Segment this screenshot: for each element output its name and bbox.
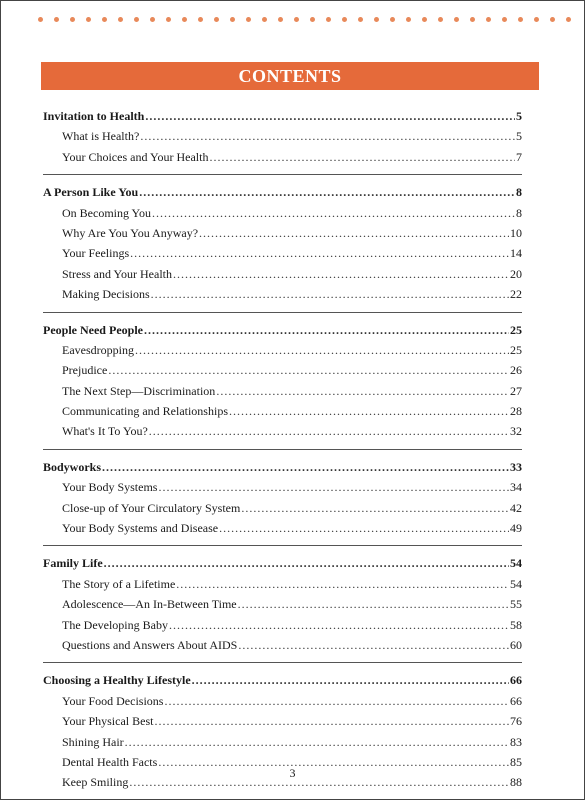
section-heading-label: Invitation to Health — [43, 109, 145, 123]
decorative-dot — [70, 17, 75, 22]
section-heading — [43, 182, 522, 202]
toc-entry-page: 10 — [510, 225, 522, 240]
decorative-dot — [406, 17, 411, 22]
toc-entry-label: Dental Health Facts — [62, 754, 158, 769]
toc-entry-label: Shining Hair — [62, 734, 124, 749]
section-heading-label: Family Life — [43, 556, 103, 571]
toc-entry — [43, 615, 522, 635]
toc-entry-page: 28 — [510, 404, 522, 419]
toc-entry-label: Why Are You You Anyway? — [62, 225, 199, 240]
decorative-dot — [134, 17, 139, 22]
section-heading — [43, 457, 522, 477]
toc-entry-page: 26 — [510, 363, 522, 378]
decorative-dot — [326, 17, 331, 22]
toc-entry-label: Communicating and Relationships — [62, 404, 228, 419]
toc-entry — [43, 711, 522, 731]
decorative-dot — [310, 17, 315, 22]
toc-entry-label: Making Decisions — [62, 287, 150, 302]
section-heading-page: 54 — [510, 556, 522, 571]
decorative-dot — [454, 17, 459, 22]
toc-entry-page: 42 — [510, 500, 522, 515]
decorative-dot — [246, 17, 251, 22]
toc-section — [43, 449, 522, 546]
toc-entry-page: 60 — [510, 637, 522, 652]
toc-entry-page: 32 — [510, 424, 522, 439]
decorative-dot — [214, 17, 219, 22]
toc-entry-label: Adolescence—An In-Between Time — [62, 597, 237, 612]
toc-entry-label: What is Health? — [62, 129, 140, 144]
toc-entry-label: The Next Step—Discrimination — [62, 383, 216, 398]
toc-section — [43, 545, 522, 662]
toc-entry-page: 66 — [510, 693, 522, 708]
toc-section — [43, 106, 522, 174]
dot-leader — [169, 615, 509, 635]
toc-entry — [43, 635, 522, 655]
page-number: 3 — [289, 766, 296, 780]
toc-entry — [43, 401, 522, 421]
toc-entry-label: Your Body Systems and Disease — [62, 521, 219, 536]
decorative-dot — [342, 17, 347, 22]
decorative-dot — [278, 17, 283, 22]
section-heading-page: 8 — [516, 185, 522, 200]
section-heading-label: Choosing a Healthy Lifestyle — [43, 673, 191, 688]
decorative-dot — [486, 17, 491, 22]
decorative-dot — [102, 17, 107, 22]
dot-leader — [192, 670, 509, 690]
toc-entry-page: 25 — [510, 342, 522, 357]
section-heading-label: People Need People — [43, 322, 143, 337]
decorative-dot — [38, 17, 43, 22]
dot-leader — [152, 203, 515, 223]
toc-entry-label: Your Feelings — [62, 246, 130, 261]
dot-leader — [229, 401, 509, 421]
decorative-dot — [438, 17, 443, 22]
decorative-dot — [294, 17, 299, 22]
toc-entry — [43, 340, 522, 360]
toc-entry — [43, 243, 522, 263]
decorative-dot — [166, 17, 171, 22]
decorative-dot — [390, 17, 395, 22]
toc-entry-page: 34 — [510, 480, 522, 495]
dot-leader — [154, 711, 509, 731]
page-title: CONTENTS — [238, 65, 342, 86]
toc-entry-page: 54 — [510, 576, 522, 591]
toc-entry — [43, 732, 522, 752]
toc-entry — [43, 421, 522, 441]
section-heading-page: 66 — [510, 673, 522, 688]
toc-entry-label: Your Physical Best — [62, 714, 154, 729]
dot-leader — [125, 732, 509, 752]
table-of-contents — [43, 106, 522, 800]
dot-leader — [173, 264, 509, 284]
section-heading — [43, 320, 522, 340]
section-heading-page: 25 — [510, 322, 522, 337]
decorative-dot — [150, 17, 155, 22]
dot-leader — [241, 498, 509, 518]
decorative-dot — [566, 17, 571, 22]
toc-entry-page: 20 — [510, 266, 522, 281]
dot-leader — [199, 223, 509, 243]
toc-entry — [43, 147, 522, 167]
toc-entry — [43, 381, 522, 401]
section-heading-page: 5 — [516, 109, 522, 123]
toc-entry — [43, 284, 522, 304]
decorative-dot — [118, 17, 123, 22]
toc-entry — [43, 126, 522, 146]
toc-entry-label: Prejudice — [62, 363, 108, 378]
toc-entry-label: Keep Smiling — [62, 775, 129, 790]
decorative-dot — [262, 17, 267, 22]
toc-entry-label: What's It To You? — [62, 424, 148, 439]
decorative-dot — [518, 17, 523, 22]
toc-entry-label: Questions and Answers About AIDS — [62, 637, 238, 652]
toc-entry-page: 7 — [516, 149, 522, 164]
toc-entry — [43, 264, 522, 284]
dot-leader — [164, 691, 509, 711]
decorative-dot — [182, 17, 187, 22]
dot-leader — [130, 243, 509, 263]
toc-entry-label: The Story of a Lifetime — [62, 576, 176, 591]
dot-leader — [139, 182, 515, 202]
decorative-dot — [198, 17, 203, 22]
decorative-dot — [358, 17, 363, 22]
toc-entry — [43, 498, 522, 518]
decorative-dot — [54, 17, 59, 22]
section-heading — [43, 553, 522, 573]
toc-entry-page: 22 — [510, 287, 522, 302]
decorative-dot — [534, 17, 539, 22]
dot-leader — [145, 106, 515, 126]
toc-entry-page: 49 — [510, 521, 522, 536]
dot-leader — [238, 594, 509, 614]
toc-entry-label: Your Body Systems — [62, 480, 158, 495]
dot-leader — [108, 360, 509, 380]
dot-leader — [238, 635, 509, 655]
toc-entry-label: Close-up of Your Circulatory System — [62, 500, 241, 515]
dot-leader — [219, 518, 509, 538]
dot-leader — [176, 574, 509, 594]
toc-entry-label: Your Food Decisions — [62, 693, 164, 708]
toc-entry-label: Your Choices and Your Health — [62, 149, 209, 164]
toc-entry — [43, 518, 522, 538]
toc-entry-page: 85 — [510, 754, 522, 769]
toc-entry — [43, 691, 522, 711]
contents-banner — [41, 62, 539, 90]
decorative-dot — [470, 17, 475, 22]
decorative-dot — [422, 17, 427, 22]
section-heading-label: A Person Like You — [43, 185, 139, 200]
dot-leader — [144, 320, 509, 340]
toc-entry-label: Stress and Your Health — [62, 266, 172, 281]
decorative-dot — [502, 17, 507, 22]
toc-section — [43, 174, 522, 311]
toc-entry-page: 88 — [510, 775, 522, 790]
dot-leader — [151, 284, 509, 304]
section-heading — [43, 106, 522, 126]
dot-leader — [102, 457, 509, 477]
toc-entry-page: 8 — [516, 205, 522, 220]
toc-entry-page: 76 — [510, 714, 522, 729]
toc-entry-label: On Becoming You — [62, 205, 152, 220]
section-heading-page: 33 — [510, 459, 522, 474]
decorative-dot — [550, 17, 555, 22]
section-heading — [43, 670, 522, 690]
dot-leader — [104, 553, 509, 573]
decorative-dot-row — [38, 14, 585, 26]
dot-leader — [140, 126, 515, 146]
toc-entry — [43, 203, 522, 223]
toc-entry — [43, 574, 522, 594]
dot-leader — [149, 421, 509, 441]
toc-entry-label: Eavesdropping — [62, 342, 134, 357]
toc-entry-page: 27 — [510, 383, 522, 398]
decorative-dot — [230, 17, 235, 22]
toc-entry-page: 58 — [510, 617, 522, 632]
toc-entry — [43, 223, 522, 243]
toc-entry-page: 83 — [510, 734, 522, 749]
toc-entry — [43, 477, 522, 497]
toc-entry-page: 5 — [516, 129, 522, 144]
dot-leader — [135, 340, 509, 360]
toc-entry-label: The Developing Baby — [62, 617, 168, 632]
dot-leader — [209, 147, 515, 167]
toc-entry — [43, 594, 522, 614]
decorative-dot — [86, 17, 91, 22]
toc-section — [43, 312, 522, 449]
decorative-dot — [374, 17, 379, 22]
toc-entry-page: 14 — [510, 246, 522, 261]
dot-leader — [158, 477, 509, 497]
dot-leader — [216, 381, 509, 401]
toc-entry-page: 55 — [510, 597, 522, 612]
section-heading-label: Bodyworks — [43, 459, 102, 474]
toc-entry — [43, 360, 522, 380]
